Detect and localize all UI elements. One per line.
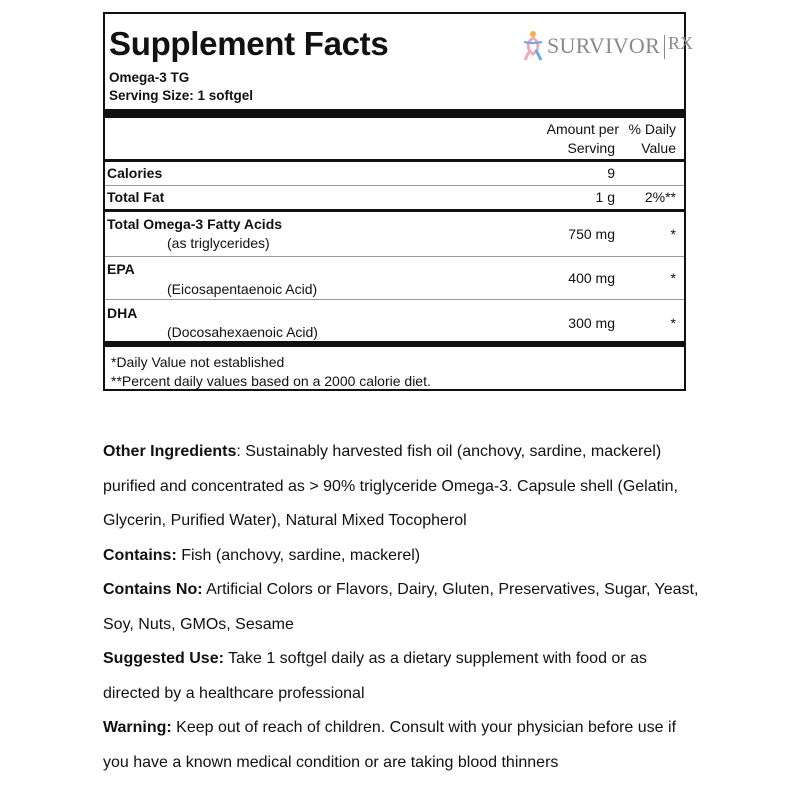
suggested-use-paragraph xyxy=(103,642,703,711)
row-dha-detail: (Docosahexaenoic Acid) xyxy=(167,324,318,340)
thick-divider xyxy=(105,109,684,118)
contains-no-paragraph xyxy=(103,573,703,642)
serving-size: Serving Size: 1 softgel xyxy=(109,88,254,103)
other-ingredients-text: : Sustainably harvested fish oil (anchovy, sardine, mackerel) purified and concentrated as > 90% triglyceride Omega-3. Capsule shell (Gelatin, Glycerin, Purified Water), Natural Mixed Tocopherol xyxy=(103,443,678,529)
survivor-rx-logo xyxy=(517,24,694,68)
row-total-fat-amount: 1 g xyxy=(595,189,615,205)
footer-divider xyxy=(105,341,684,347)
suggested-use-text: Take 1 softgel daily as a dietary supplement with food or as directed by a healthcare professional xyxy=(103,650,647,702)
row-divider xyxy=(105,256,684,257)
footnote-percent-daily: **Percent daily values based on a 2000 calorie diet. xyxy=(111,373,431,389)
amount-header-line1: Amount per xyxy=(546,121,619,137)
contains-paragraph xyxy=(103,539,703,574)
warning-text: Keep out of reach of children. Consult with your physician before use if you have a known medical condition or are taking blood thinners xyxy=(103,719,677,771)
suggested-use-label: Suggested Use: xyxy=(103,650,224,667)
contains-no-text: Artificial Colors or Flavors, Dairy, Gluten, Preservatives, Sugar, Yeast, Soy, Nuts, GMOs, Sesame xyxy=(103,581,699,633)
row-total-fat-name: Total Fat xyxy=(107,189,165,205)
section-divider xyxy=(105,209,684,212)
row-calories-amount: 9 xyxy=(607,165,615,181)
row-epa-name: EPA xyxy=(107,261,135,277)
row-omega3-dv: * xyxy=(670,226,676,242)
footnote-daily-value: *Daily Value not established xyxy=(111,354,285,370)
product-name: Omega-3 TG xyxy=(109,70,190,85)
row-divider xyxy=(105,185,684,186)
other-ingredients-label: Other Ingredients xyxy=(103,443,237,460)
row-omega3-name: Total Omega-3 Fatty Acids xyxy=(107,216,283,232)
contains-label: Contains: xyxy=(103,546,177,564)
row-epa-amount: 400 mg xyxy=(568,270,615,286)
row-omega3-amount: 750 mg xyxy=(568,226,615,242)
dv-header-line1: % Daily xyxy=(628,121,676,137)
logo-brand-text: SURVIVOR xyxy=(547,33,661,58)
row-epa-detail: (Eicosapentaenoic Acid) xyxy=(167,281,318,297)
product-info xyxy=(103,435,703,780)
row-total-fat-dv: 2%** xyxy=(644,189,676,205)
supplement-facts-panel xyxy=(103,12,694,391)
dv-header-line2: Value xyxy=(641,140,676,156)
other-ingredients-paragraph xyxy=(103,435,703,539)
contains-no-label: Contains No: xyxy=(103,581,203,598)
row-dha-amount: 300 mg xyxy=(568,315,615,331)
logo-divider xyxy=(664,35,665,59)
header-divider xyxy=(105,159,684,162)
amount-header-line2: Serving xyxy=(567,140,615,156)
awareness-ribbon-icon xyxy=(521,30,545,62)
contains-text: Fish (anchovy, sardine, mackerel) xyxy=(176,546,421,564)
warning-label: Warning: xyxy=(103,719,172,736)
row-calories-name: Calories xyxy=(107,165,163,181)
row-dha-name: DHA xyxy=(107,305,138,321)
row-omega3-detail: (as triglycerides) xyxy=(167,235,270,251)
logo-suffix-text: RX xyxy=(668,33,694,53)
row-epa-dv: * xyxy=(670,270,676,286)
row-divider xyxy=(105,299,684,300)
panel-title: Supplement Facts xyxy=(109,25,389,62)
warning-paragraph xyxy=(103,711,703,780)
row-dha-dv: * xyxy=(670,315,676,331)
